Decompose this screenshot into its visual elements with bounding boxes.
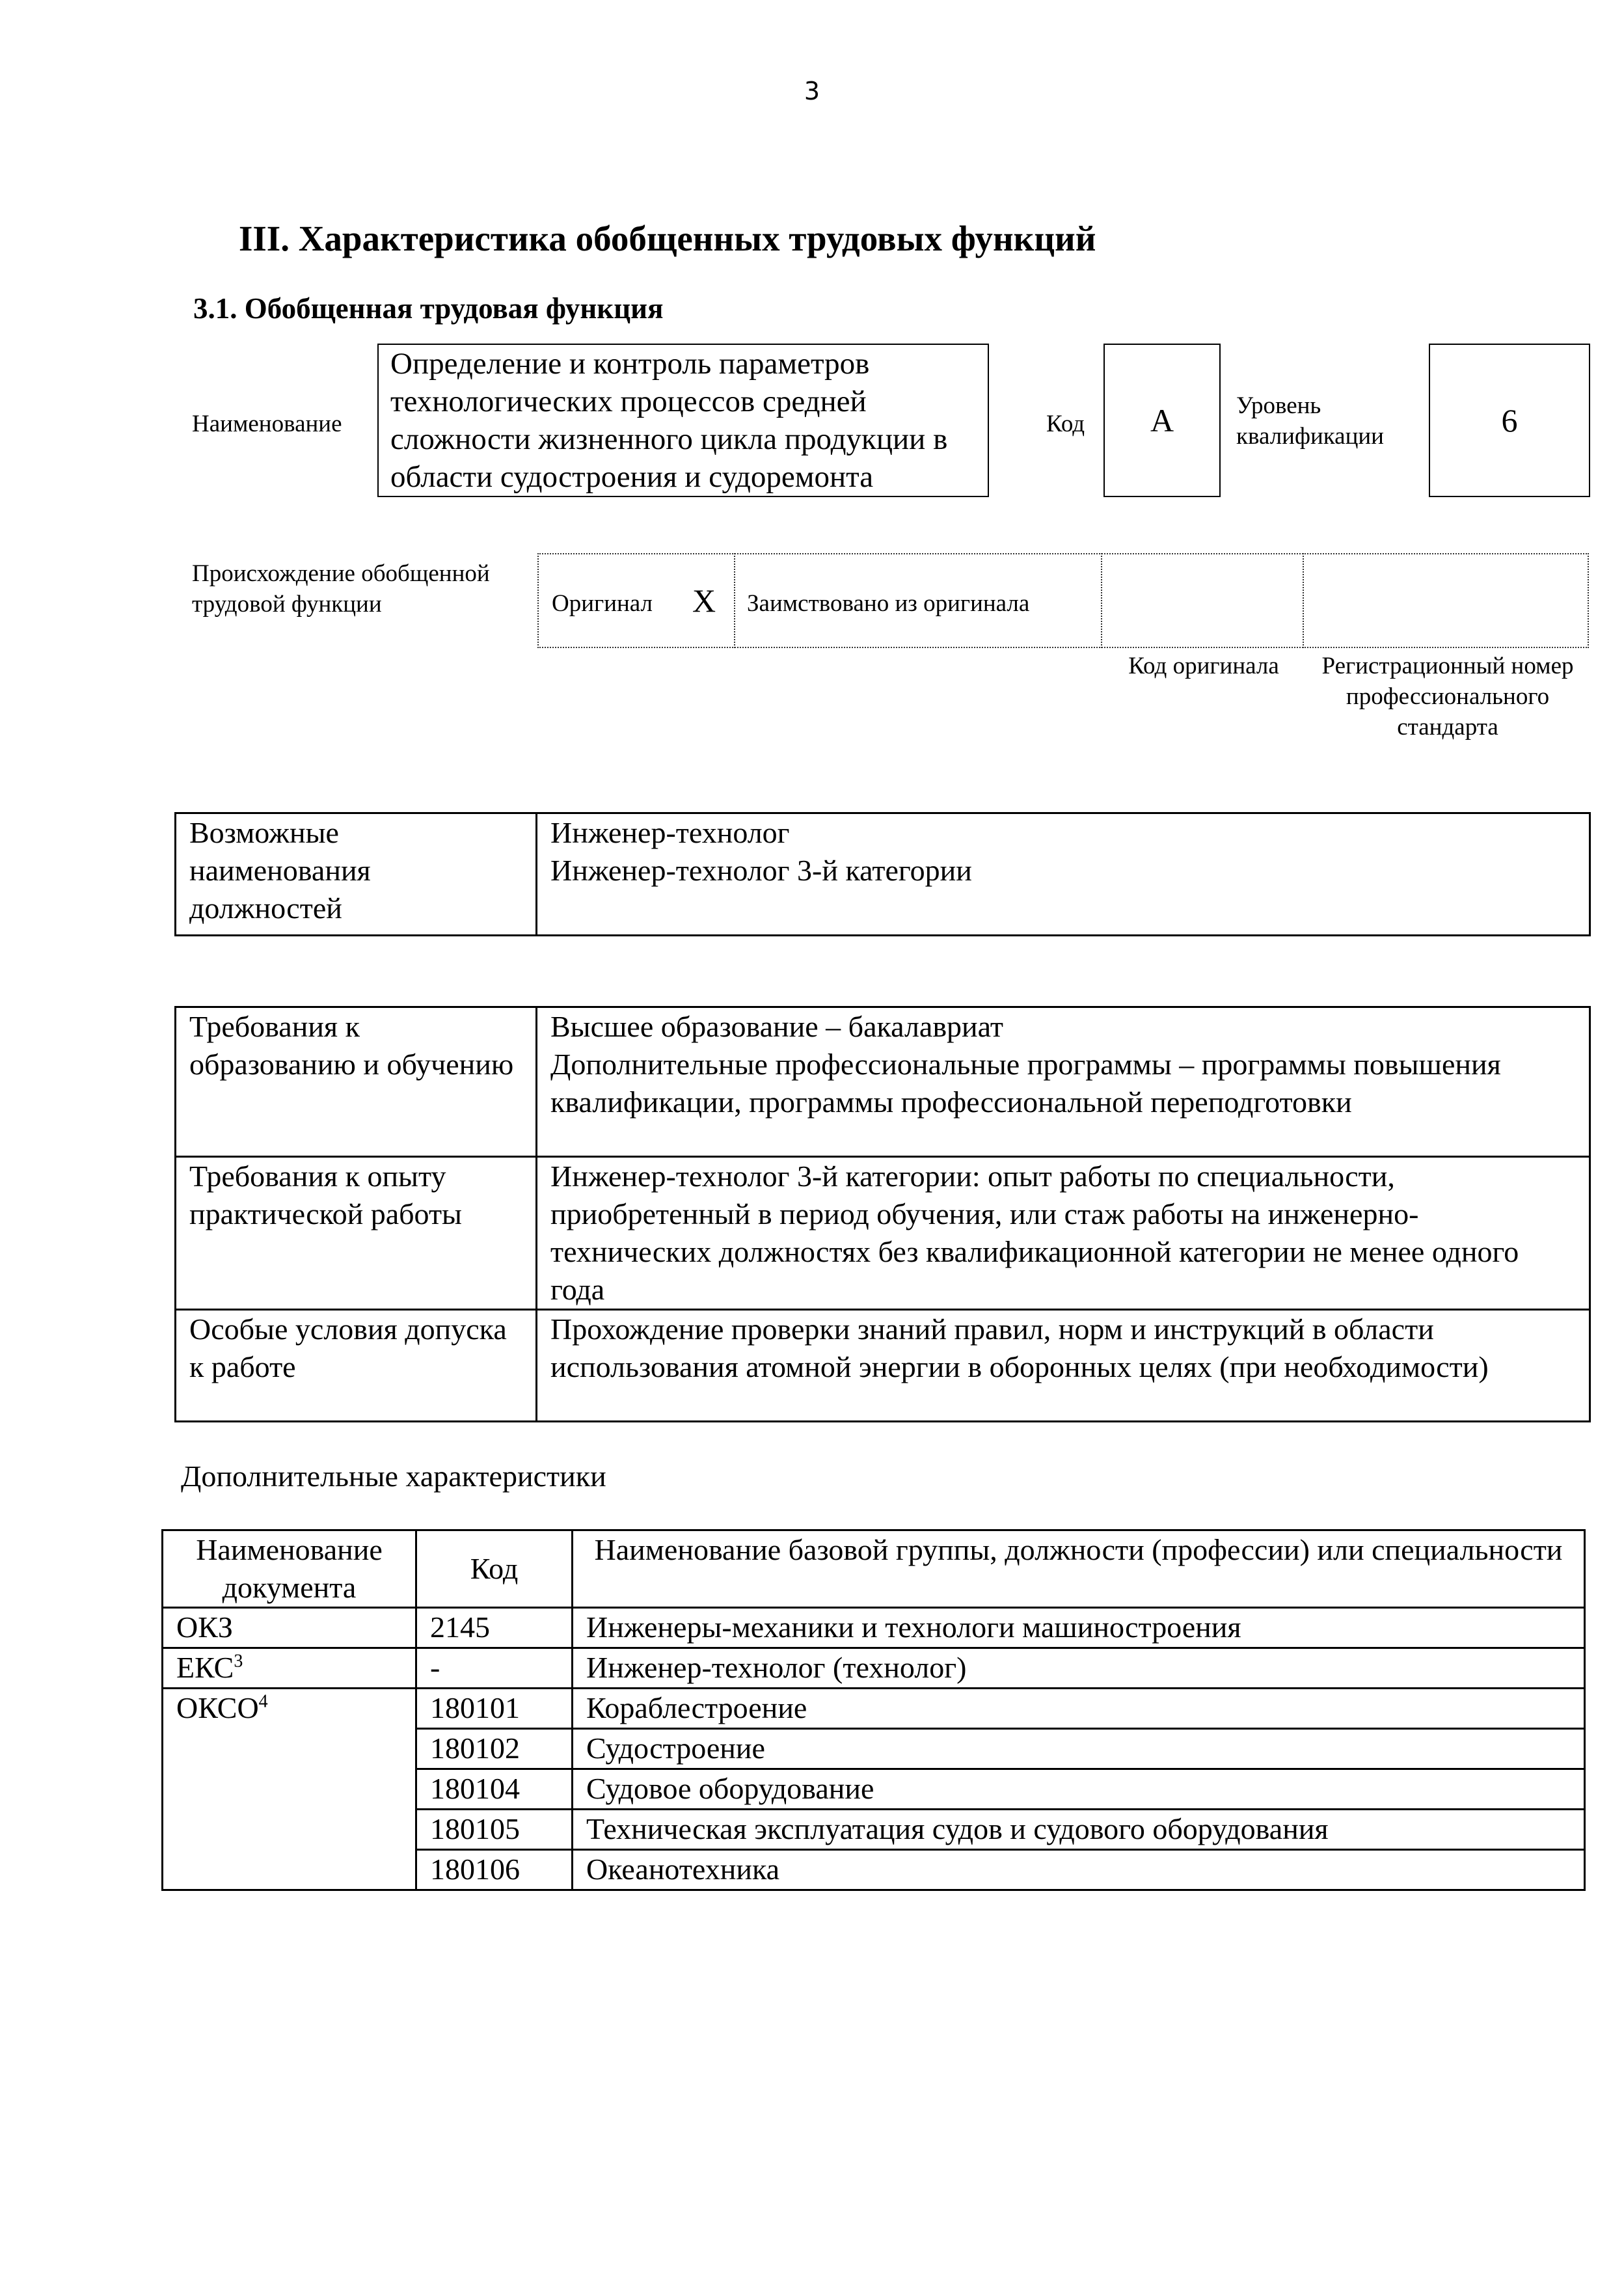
name-label: Наименование [192,411,342,437]
original-code-caption: Код оригинала [1128,653,1279,679]
header-code: Код [416,1530,573,1608]
code-cell: 180102 [416,1729,573,1769]
origin-divider [1303,553,1305,648]
header-name: Наименование базовой группы, должности (профессии) или специальности [573,1530,1585,1608]
positions-label: Возможные наименования должностей [176,813,537,936]
name-value: Определение и контроль параметров технологических процессов средней сложности жизненного цикла продукции в области судостроения и судоремонта [390,347,948,494]
code-cell: 180106 [416,1850,573,1890]
code-cell: 180104 [416,1769,573,1810]
positions-values [537,813,1590,936]
table-row [176,1007,1590,1157]
doc-name: ОКСО [176,1691,259,1724]
requirement-label: Требования к опыту практической работы [176,1157,537,1310]
name-cell: Судовое оборудование [573,1769,1585,1810]
requirement-label: Особые условия допуска к работе [176,1310,537,1422]
table-row [163,1608,1585,1648]
code-label: Код [1046,411,1085,437]
requirement-label: Требования к образованию и обучению [176,1007,537,1157]
section-title: III. Характеристика обобщенных трудовых функций [239,219,1096,258]
name-cell: Океанотехника [573,1850,1585,1890]
code-cell: - [416,1648,573,1689]
code-cell: 180101 [416,1689,573,1729]
positions-table [174,812,1591,936]
origin-label: Происхождение обобщенной трудовой функции [192,560,490,618]
requirement-value [537,1007,1590,1157]
table-row [176,1310,1590,1422]
additional-title: Дополнительные характеристики [181,1460,606,1493]
level-value-box [1429,344,1590,497]
requirement-line: Высшее образование – бакалавриат [550,1010,1003,1043]
name-cell: Инженер-технолог (технолог) [573,1648,1585,1689]
doc-cell [163,1689,416,1890]
subsection-title: 3.1. Обобщенная трудовая функция [193,292,664,325]
code-cell: 180105 [416,1810,573,1850]
borrowed-label: Заимствовано из оригинала [747,590,1030,617]
name-cell: Инженеры-механики и технологи машиностроения [573,1608,1585,1648]
origin-divider [1101,553,1103,648]
doc-cell [163,1608,416,1648]
footnote-ref: 4 [258,1691,268,1712]
table-header-row [163,1530,1585,1608]
table-row [176,1157,1590,1310]
level-label: Уровень квалификации [1236,392,1384,450]
table-row [163,1648,1585,1689]
name-cell: Кораблестроение [573,1689,1585,1729]
table-row [163,1689,1585,1729]
doc-name: ОКЗ [176,1610,233,1644]
name-cell: Судостроение [573,1729,1585,1769]
header-doc: Наименование документа [163,1530,416,1608]
page-number: 3 [804,77,820,105]
reg-number-caption: Регистрационный номер профессионального стандарта [1321,653,1574,740]
code-value-box [1103,344,1221,497]
requirement-line: Инженер-технолог 3-й категории: опыт работы по специальности, приобретенный в период обучения, или стаж работы на инженерно-технических должностях без квалификационной категории не менее одного года [550,1160,1519,1306]
doc-name: ЕКС [176,1651,234,1684]
origin-divider [734,553,737,648]
requirement-value [537,1157,1590,1310]
position-item: Инженер-технолог 3-й категории [550,854,972,887]
original-mark: Х [692,582,716,619]
requirements-table [174,1006,1591,1422]
name-value-box [377,344,989,497]
code-cell: 2145 [416,1608,573,1648]
additional-table [161,1529,1586,1891]
footnote-ref: 3 [234,1651,243,1672]
original-label: Оригинал [552,590,653,617]
doc-cell [163,1648,416,1689]
requirement-value [537,1310,1590,1422]
level-value: 6 [1501,402,1518,439]
requirement-line: Дополнительные профессиональные программы – программы повышения квалификации, программы профессиональной переподготовки [550,1048,1501,1119]
requirement-line: Прохождение проверки знаний правил, норм и инструкций в области использования атомной энергии в оборонных целях (при необходимости) [550,1312,1489,1383]
code-value: А [1150,402,1174,439]
name-cell: Техническая эксплуатация судов и судового оборудования [573,1810,1585,1850]
position-item: Инженер-технолог [550,816,790,849]
